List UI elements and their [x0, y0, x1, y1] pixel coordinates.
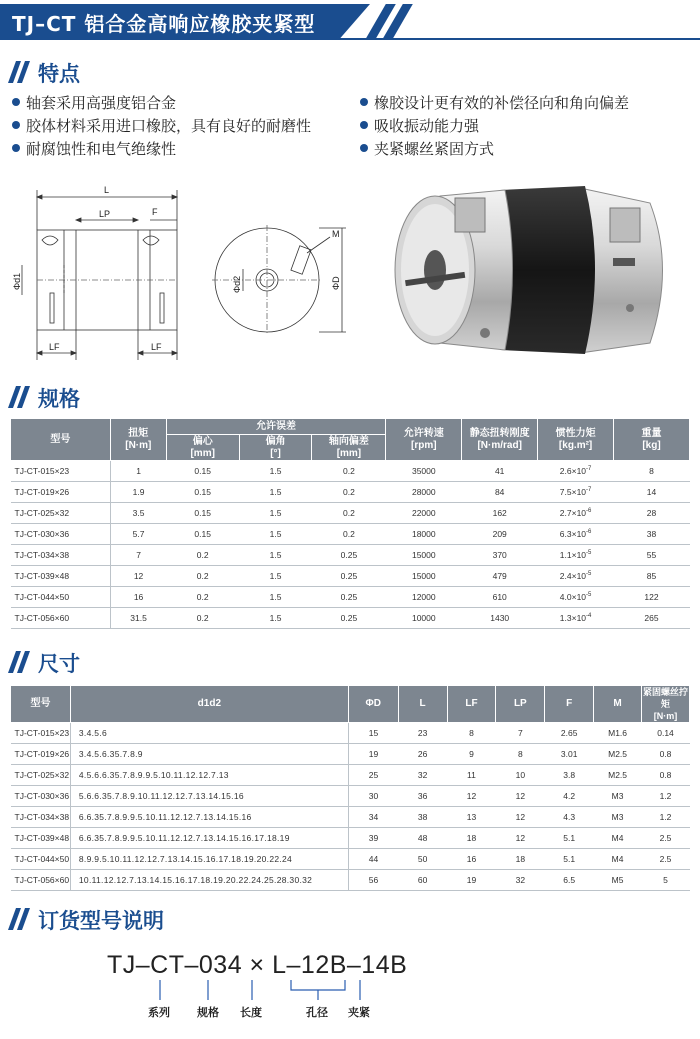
table-cell-T: 2.5: [642, 849, 690, 870]
table-cell-stiff: 41: [462, 461, 538, 482]
col-header-stiffness: 静态扭转刚度 [N·m/rad]: [462, 419, 538, 461]
table-cell-model: TJ-CT-019×26: [11, 482, 111, 503]
table-cell-torque: 7: [110, 545, 166, 566]
table-cell-speed: 15000: [386, 566, 462, 587]
feature-text: 耐腐蚀性和电气绝缘性: [26, 140, 177, 158]
table-cell-D: 34: [348, 807, 398, 828]
dim-label-M: M: [332, 229, 340, 239]
table-cell-weight: 38: [614, 524, 690, 545]
col-header-inertia: 惯性力矩 [kg.m²]: [538, 419, 614, 461]
table-cell-model: TJ-CT-015×23: [11, 723, 71, 744]
table-cell-D: 56: [348, 870, 398, 891]
order-code: TJ–CT–034 × L–12B–14B: [107, 951, 408, 979]
col-header-LP: LP: [496, 686, 545, 723]
table-cell-inertia: $1.1\times 10^{-5}$: [538, 545, 614, 566]
table-cell-ecc: 0.2: [166, 545, 239, 566]
table-cell-model: TJ-CT-030×36: [11, 786, 71, 807]
table-row: [11, 765, 690, 786]
table-cell-axial: 0.25: [312, 545, 386, 566]
table-cell-speed: 12000: [386, 587, 462, 608]
table-cell-stiff: 162: [462, 503, 538, 524]
section-title: 订货型号说明: [38, 909, 164, 933]
table-cell-model: TJ-CT-034×38: [11, 545, 111, 566]
table-cell-model: TJ-CT-056×60: [11, 870, 71, 891]
table-cell-stiff: 370: [462, 545, 538, 566]
table-cell-axial: 0.2: [312, 524, 386, 545]
table-cell-LP: 32: [496, 870, 545, 891]
table-cell-F: 4.3: [545, 807, 594, 828]
section-mark-icon: [10, 908, 32, 930]
table-cell-d: 10.11.12.12.7.13.14.15.16.17.18.19.20.22.24.25.28.30.32: [70, 870, 348, 891]
dimension-table: [10, 685, 690, 891]
table-cell-speed: 10000: [386, 608, 462, 629]
table-cell-F: 6.5: [545, 870, 594, 891]
dim-label-LF: LF: [151, 342, 162, 352]
table-row: [11, 786, 690, 807]
table-cell-weight: 265: [614, 608, 690, 629]
table-cell-weight: 14: [614, 482, 690, 503]
table-cell-weight: 122: [614, 587, 690, 608]
table-row: [11, 807, 690, 828]
banner-underline: [0, 38, 700, 40]
feature-item: [12, 115, 311, 136]
bullet-icon: [12, 121, 20, 129]
table-cell-ang: 1.5: [239, 608, 312, 629]
product-photo: [380, 178, 680, 358]
table-cell-stiff: 84: [462, 482, 538, 503]
table-cell-M: M2.5: [594, 765, 642, 786]
table-cell-model: TJ-CT-034×38: [11, 807, 71, 828]
table-cell-D: 30: [348, 786, 398, 807]
dim-label-LF: LF: [49, 342, 60, 352]
table-cell-stiff: 209: [462, 524, 538, 545]
table-cell-F: 4.2: [545, 786, 594, 807]
table-row: [11, 545, 690, 566]
table-cell-inertia: $2.4\times 10^{-5}$: [538, 566, 614, 587]
col-header-screw-torque: 紧固螺丝拧矩 [N·m]: [643, 687, 689, 721]
table-cell-LF: 8: [447, 723, 496, 744]
table-row: [11, 524, 690, 545]
table-cell-axial: 0.2: [312, 482, 386, 503]
technical-drawing: [12, 175, 352, 375]
table-cell-F: 3.8: [545, 765, 594, 786]
table-cell-d: 6.6.35.7.8.9.9.5.10.11.12.12.7.13.14.15.16.17.18.19: [70, 828, 348, 849]
table-cell-model: TJ-CT-015×23: [11, 461, 111, 482]
table-cell-torque: 1: [110, 461, 166, 482]
feature-item: [360, 115, 479, 136]
table-cell-speed: 22000: [386, 503, 462, 524]
table-cell-d: 6.6.35.7.8.9.9.5.10.11.12.12.7.13.14.15.16: [70, 807, 348, 828]
table-cell-model: TJ-CT-019×26: [11, 744, 71, 765]
table-cell-L: 38: [398, 807, 447, 828]
table-row: [11, 828, 690, 849]
feature-text: 胶体材料采用进口橡胶，具有良好的耐磨性: [26, 117, 312, 135]
table-cell-axial: 0.25: [312, 608, 386, 629]
table-cell-torque: 3.5: [110, 503, 166, 524]
table-cell-inertia: $4.0\times 10^{-5}$: [538, 587, 614, 608]
table-cell-weight: 55: [614, 545, 690, 566]
header-banner: [0, 0, 700, 40]
table-cell-L: 60: [398, 870, 447, 891]
table-row: [11, 870, 690, 891]
table-cell-d: 3.4.5.6.35.7.8.9: [70, 744, 348, 765]
table-cell-stiff: 1430: [462, 608, 538, 629]
table-cell-axial: 0.25: [312, 566, 386, 587]
table-cell-stiff: 479: [462, 566, 538, 587]
table-cell-F: 5.1: [545, 849, 594, 870]
section-title: 特点: [38, 62, 80, 86]
table-cell-ecc: 0.2: [166, 566, 239, 587]
table-cell-ang: 1.5: [239, 587, 312, 608]
bullet-icon: [360, 98, 368, 106]
table-cell-F: 5.1: [545, 828, 594, 849]
table-cell-LP: 8: [496, 744, 545, 765]
table-cell-L: 23: [398, 723, 447, 744]
table-row: [11, 723, 690, 744]
table-cell-M: M2.5: [594, 744, 642, 765]
table-cell-LP: 7: [496, 723, 545, 744]
dim-label-L: L: [104, 185, 110, 195]
table-cell-torque: 1.9: [110, 482, 166, 503]
section-title: 规格: [38, 387, 80, 411]
table-cell-T: 0.8: [642, 744, 690, 765]
table-cell-weight: 85: [614, 566, 690, 587]
table-cell-D: 44: [348, 849, 398, 870]
table-cell-D: 25: [348, 765, 398, 786]
feature-item: [360, 138, 494, 159]
table-cell-D: 19: [348, 744, 398, 765]
table-cell-M: M3: [594, 786, 642, 807]
feature-text: 夹紧螺丝紧固方式: [374, 140, 495, 158]
col-header-angle: 偏角 [°]: [239, 435, 312, 461]
dim-label-d1: Φd1: [12, 272, 22, 290]
bullet-icon: [12, 144, 20, 152]
table-cell-L: 26: [398, 744, 447, 765]
col-header-L: L: [398, 686, 447, 723]
table-row: [11, 744, 690, 765]
table-cell-speed: 28000: [386, 482, 462, 503]
col-header-tolerance: 允许误差: [166, 419, 386, 435]
table-cell-LF: 11: [447, 765, 496, 786]
order-label-length: 长度: [240, 1006, 262, 1019]
table-cell-ang: 1.5: [239, 545, 312, 566]
table-cell-stiff: 610: [462, 587, 538, 608]
table-cell-LF: 9: [447, 744, 496, 765]
table-row: [11, 849, 690, 870]
table-cell-ecc: 0.15: [166, 524, 239, 545]
table-cell-T: 5: [642, 870, 690, 891]
table-cell-LP: 12: [496, 786, 545, 807]
table-cell-axial: 0.2: [312, 461, 386, 482]
table-cell-inertia: $2.7\times 10^{-6}$: [538, 503, 614, 524]
table-cell-d: 4.5.6.6.35.7.8.9.9.5.10.11.12.12.7.13: [70, 765, 348, 786]
col-header-model: 型号: [11, 686, 71, 723]
table-cell-T: 2.5: [642, 828, 690, 849]
table-cell-ang: 1.5: [239, 524, 312, 545]
feature-text: 吸收振动能力强: [374, 117, 480, 135]
bullet-icon: [360, 144, 368, 152]
section-mark-icon: [10, 61, 32, 83]
table-cell-model: TJ-CT-039×48: [11, 566, 111, 587]
table-row: [11, 608, 690, 629]
table-cell-T: 1.2: [642, 807, 690, 828]
table-cell-L: 36: [398, 786, 447, 807]
table-cell-speed: 35000: [386, 461, 462, 482]
table-cell-weight: 28: [614, 503, 690, 524]
dim-label-D: ΦD: [331, 276, 341, 290]
table-cell-ang: 1.5: [239, 482, 312, 503]
table-cell-d: 5.6.6.35.7.8.9.10.11.12.12.7.13.14.15.16: [70, 786, 348, 807]
table-cell-axial: 0.25: [312, 587, 386, 608]
order-label-series: 系列: [148, 1006, 170, 1019]
table-cell-speed: 15000: [386, 545, 462, 566]
col-header-d1d2: d1d2: [70, 686, 348, 723]
order-label-bore: 孔径: [306, 1006, 328, 1019]
table-cell-M: M5: [594, 870, 642, 891]
table-cell-T: 0.8: [642, 765, 690, 786]
table-cell-model: TJ-CT-025×32: [11, 503, 111, 524]
table-cell-torque: 16: [110, 587, 166, 608]
table-cell-model: TJ-CT-044×50: [11, 849, 71, 870]
table-cell-T: 0.14: [642, 723, 690, 744]
section-mark-icon: [10, 651, 32, 673]
col-header-eccentric: 偏心 [mm]: [166, 435, 239, 461]
table-cell-LF: 18: [447, 828, 496, 849]
table-cell-speed: 18000: [386, 524, 462, 545]
spec-table: [10, 418, 690, 629]
table-cell-inertia: $7.5\times 10^{-7}$: [538, 482, 614, 503]
table-cell-weight: 8: [614, 461, 690, 482]
col-header-LF: LF: [447, 686, 496, 723]
table-cell-torque: 12: [110, 566, 166, 587]
table-cell-LF: 16: [447, 849, 496, 870]
table-cell-LF: 13: [447, 807, 496, 828]
table-cell-ang: 1.5: [239, 503, 312, 524]
table-row: [11, 503, 690, 524]
table-cell-LP: 18: [496, 849, 545, 870]
dim-label-d2: Φd2: [232, 275, 242, 293]
table-cell-d: 3.4.5.6: [70, 723, 348, 744]
col-header-axial: 轴向偏差 [mm]: [312, 435, 386, 461]
table-cell-M: M4: [594, 849, 642, 870]
table-cell-d: 8.9.9.5.10.11.12.12.7.13.14.15.16.17.18.19.20.22.24: [70, 849, 348, 870]
table-cell-inertia: $2.6\times 10^{-7}$: [538, 461, 614, 482]
table-cell-inertia: $1.3\times 10^{-4}$: [538, 608, 614, 629]
order-label-spec: 规格: [197, 1006, 219, 1019]
order-code-brackets: [0, 978, 700, 1006]
table-cell-M: M4: [594, 828, 642, 849]
table-cell-ecc: 0.15: [166, 461, 239, 482]
col-header-torque: 扭矩 [N·m]: [110, 419, 166, 461]
table-cell-F: 3.01: [545, 744, 594, 765]
feature-text: 橡胶设计更有效的补偿径向和角向偏差: [374, 94, 630, 112]
table-cell-LP: 12: [496, 828, 545, 849]
section-title: 尺寸: [38, 652, 80, 676]
table-cell-torque: 5.7: [110, 524, 166, 545]
table-cell-axial: 0.2: [312, 503, 386, 524]
table-row: [11, 566, 690, 587]
table-row: [11, 461, 690, 482]
table-cell-ecc: 0.2: [166, 587, 239, 608]
table-cell-inertia: $6.3\times 10^{-6}$: [538, 524, 614, 545]
table-cell-model: TJ-CT-044×50: [11, 587, 111, 608]
order-label-clamp: 夹紧: [348, 1006, 370, 1019]
table-cell-D: 39: [348, 828, 398, 849]
table-cell-model: TJ-CT-056×60: [11, 608, 111, 629]
table-cell-model: TJ-CT-030×36: [11, 524, 111, 545]
table-cell-model: TJ-CT-025×32: [11, 765, 71, 786]
table-cell-T: 1.2: [642, 786, 690, 807]
table-cell-F: 2.65: [545, 723, 594, 744]
table-cell-ecc: 0.15: [166, 503, 239, 524]
feature-item: [360, 92, 629, 113]
page-title: TJ–CT 铝合金高响应橡胶夹紧型: [12, 12, 316, 36]
dim-label-F: F: [152, 207, 158, 217]
table-cell-LP: 12: [496, 807, 545, 828]
table-cell-LP: 10: [496, 765, 545, 786]
table-cell-ang: 1.5: [239, 566, 312, 587]
feature-item: [12, 138, 176, 159]
col-header-D: ΦD: [348, 686, 398, 723]
col-header-weight: 重量 [kg]: [614, 419, 690, 461]
feature-item: [12, 92, 176, 113]
table-row: [11, 587, 690, 608]
col-header-F: F: [545, 686, 594, 723]
table-cell-L: 48: [398, 828, 447, 849]
table-cell-ecc: 0.2: [166, 608, 239, 629]
table-cell-LF: 12: [447, 786, 496, 807]
col-header-speed: 允许转速 [rpm]: [386, 419, 462, 461]
table-cell-D: 15: [348, 723, 398, 744]
table-cell-ecc: 0.15: [166, 482, 239, 503]
table-cell-ang: 1.5: [239, 461, 312, 482]
bullet-icon: [360, 121, 368, 129]
feature-text: 轴套采用高强度铝合金: [26, 94, 177, 112]
table-cell-LF: 19: [447, 870, 496, 891]
table-cell-M: M3: [594, 807, 642, 828]
table-cell-L: 32: [398, 765, 447, 786]
table-cell-M: M1.6: [594, 723, 642, 744]
bullet-icon: [12, 98, 20, 106]
col-header-model: 型号: [11, 419, 111, 461]
section-mark-icon: [10, 386, 32, 408]
dim-label-LP: LP: [99, 209, 111, 219]
table-cell-L: 50: [398, 849, 447, 870]
table-row: [11, 482, 690, 503]
table-cell-model: TJ-CT-039×48: [11, 828, 71, 849]
col-header-M: M: [594, 686, 642, 723]
table-cell-torque: 31.5: [110, 608, 166, 629]
